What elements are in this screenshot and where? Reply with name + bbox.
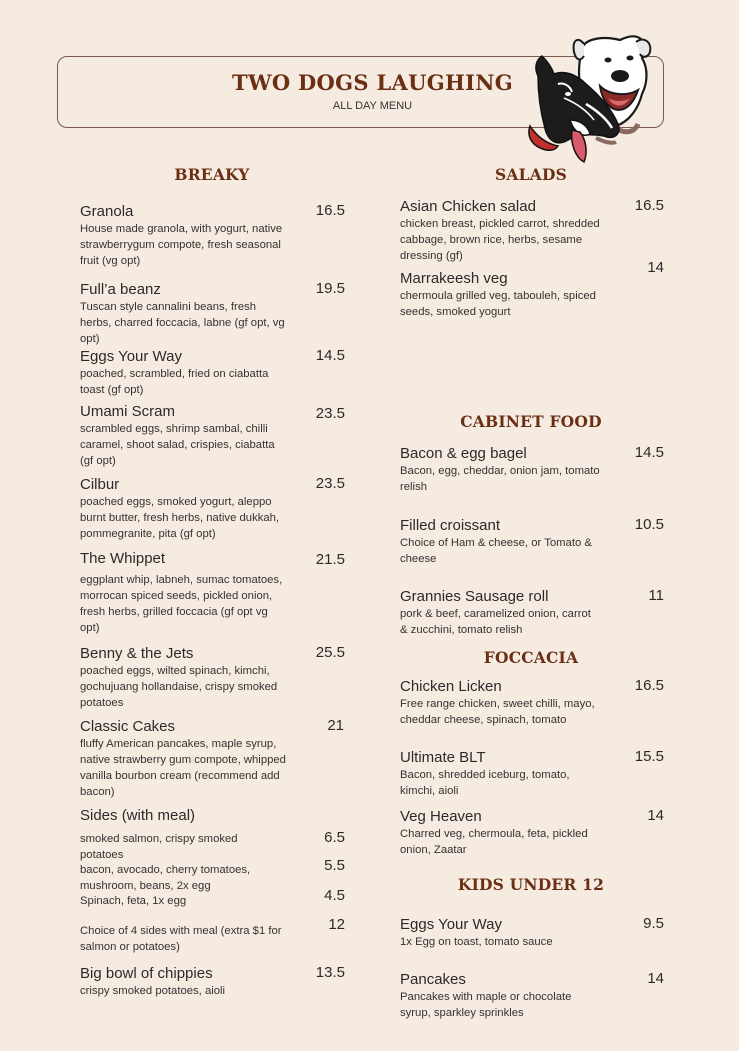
item-price: 16.5 [315, 202, 345, 219]
section-heading-cabinet-food: CABINET FOOD [460, 412, 602, 431]
menu-item-asian-chicken-salad [400, 197, 600, 264]
menu-item-cilbur [80, 475, 290, 542]
item-name: The Whippet [80, 550, 166, 567]
item-price: 14 [647, 259, 664, 276]
item-price: 16.5 [634, 197, 664, 214]
item-name: Classic Cakes [80, 718, 176, 735]
item-name: Cilbur [80, 476, 120, 493]
item-price: 11 [648, 587, 664, 604]
menu-item-benny-and-the-jets [80, 644, 290, 711]
item-name: Big bowl of chippies [80, 965, 213, 982]
item-name: Sides (with meal) [80, 807, 196, 824]
section-heading-salads: SALADS [495, 165, 567, 184]
item-price: 14 [647, 970, 664, 987]
item-desc: Bacon, egg, cheddar, onion jam, tomato relish [400, 465, 600, 493]
side-option [80, 862, 280, 894]
item-price: 12 [328, 916, 345, 933]
menu-item-sides [80, 806, 290, 825]
item-desc: pork & beef, caramelized onion, carrot & zucchini, tomato relish [400, 608, 591, 636]
item-name: Veg Heaven [400, 808, 482, 825]
item-name: Full’a beanz [80, 281, 161, 298]
item-price: 25.5 [315, 644, 345, 661]
menu-item-grannies-sausage-roll [400, 587, 600, 638]
item-desc: 1x Egg on toast, tomato sauce [400, 936, 553, 948]
item-price: 6.5 [324, 829, 345, 846]
item-desc: Pancakes with maple or chocolate syrup, sparkley sprinkles [400, 991, 572, 1019]
item-desc: bacon, avocado, cherry tomatoes, mushroom, beans, 2x egg [80, 864, 251, 892]
item-desc: scrambled eggs, shrimp sambal, chilli caramel, shoot salad, crispies, ciabatta (gf opt) [80, 423, 275, 467]
item-name: Ultimate BLT [400, 749, 486, 766]
item-price: 5.5 [324, 857, 345, 874]
item-desc: Spinach, feta, 1x egg [80, 895, 187, 907]
item-desc: Tuscan style cannalini beans, fresh herbs, charred foccacia, labne (gf opt, vg opt) [80, 301, 285, 345]
item-desc: Charred veg, chermoula, feta, pickled onion, Zaatar [400, 828, 588, 856]
menu-item-fulla-beanz [80, 280, 290, 347]
item-desc: chicken breast, pickled carrot, shredded cabbage, brown rice, herbs, sesame dressing (gf) [400, 218, 600, 262]
item-desc: poached eggs, smoked yogurt, aleppo burnt butter, fresh herbs, native dukkah, pommegranite, pita (gf opt) [80, 496, 280, 540]
item-price: 19.5 [315, 280, 345, 297]
menu-item-kids-pancakes [400, 970, 600, 1021]
side-option [80, 923, 285, 955]
menu-item-chicken-licken [400, 677, 600, 728]
item-price: 14.5 [315, 347, 345, 364]
item-desc: Free range chicken, sweet chilli, mayo, cheddar cheese, spinach, tomato [400, 698, 595, 726]
section-heading-foccacia: FOCCACIA [483, 648, 579, 667]
item-price: 15.5 [634, 748, 664, 765]
menu-item-granola [80, 202, 290, 269]
item-price: 21.5 [315, 551, 345, 568]
item-name: Umami Scram [80, 403, 176, 420]
item-desc: Bacon, shredded iceburg, tomato, kimchi, aioli [400, 769, 570, 797]
menu-item-eggs-your-way [80, 347, 290, 398]
menu-subtitle: ALL DAY MENU [332, 100, 413, 112]
item-desc: poached, scrambled, fried on ciabatta toast (gf opt) [80, 368, 269, 396]
item-price: 23.5 [315, 405, 345, 422]
item-name: Asian Chicken salad [400, 198, 536, 215]
menu-item-big-bowl-of-chippies [80, 964, 300, 999]
menu-item-bacon-egg-bagel [400, 444, 600, 495]
item-desc: smoked salmon, crispy smoked potatoes [80, 833, 238, 861]
item-desc: crispy smoked potatoes, aioli [80, 985, 226, 997]
item-name: Filled croissant [400, 517, 501, 534]
item-name: Chicken Licken [400, 678, 502, 695]
item-price: 16.5 [634, 677, 664, 694]
menu-item-the-whippet [80, 549, 290, 636]
menu-item-classic-cakes [80, 717, 290, 800]
item-price: 13.5 [315, 964, 345, 981]
menu-title: TWO DOGS LAUGHING [232, 70, 513, 95]
item-name: Eggs Your Way [400, 916, 503, 933]
section-heading-breaky: BREAKY [174, 165, 250, 184]
item-name: Grannies Sausage roll [400, 588, 549, 605]
item-name: Benny & the Jets [80, 645, 194, 662]
item-price: 23.5 [315, 475, 345, 492]
item-name: Bacon & egg bagel [400, 445, 527, 462]
item-price: 21 [327, 717, 344, 734]
item-price: 14.5 [634, 444, 664, 461]
item-price: 14 [647, 807, 664, 824]
menu-item-marrakeesh-veg [400, 269, 600, 320]
menu-item-kids-eggs-your-way [400, 915, 610, 950]
item-desc: chermoula grilled veg, tabouleh, spiced seeds, smoked yogurt [400, 290, 596, 318]
item-desc: Choice of 4 sides with meal (extra $1 for salmon or potatoes) [80, 925, 282, 953]
section-heading-kids: KIDS UNDER 12 [457, 875, 605, 894]
menu-item-filled-croissant [400, 516, 600, 567]
item-desc: Choice of Ham & cheese, or Tomato & cheese [400, 537, 592, 565]
item-name: Eggs Your Way [80, 348, 183, 365]
menu-item-veg-heaven [400, 807, 600, 858]
laughing-dogs-logo-icon [524, 34, 654, 166]
item-name: Pancakes [400, 971, 466, 988]
item-price: 9.5 [643, 915, 664, 932]
item-name: Marrakeesh veg [400, 270, 508, 287]
menu-item-ultimate-blt [400, 748, 600, 799]
item-desc: House made granola, with yogurt, native strawberrygum compote, fresh seasonal fruit (vg opt) [80, 223, 283, 267]
item-price: 10.5 [634, 516, 664, 533]
item-desc: eggplant whip, labneh, sumac tomatoes, morrocan spiced seeds, pickled onion, fresh herbs, grilled foccacia (gf opt vg opt) [80, 574, 283, 634]
item-desc: poached eggs, wilted spinach, kimchi, gochujuang hollandaise, crispy smoked potatoes [80, 665, 278, 709]
side-option [80, 831, 280, 863]
item-price: 4.5 [324, 887, 345, 904]
side-option [80, 893, 280, 909]
menu-item-umami-scram [80, 402, 290, 469]
item-desc: fluffy American pancakes, maple syrup, native strawberry gum compote, whipped vanilla bourbon cream (recommend add bacon) [80, 738, 286, 798]
item-name: Granola [80, 203, 134, 220]
